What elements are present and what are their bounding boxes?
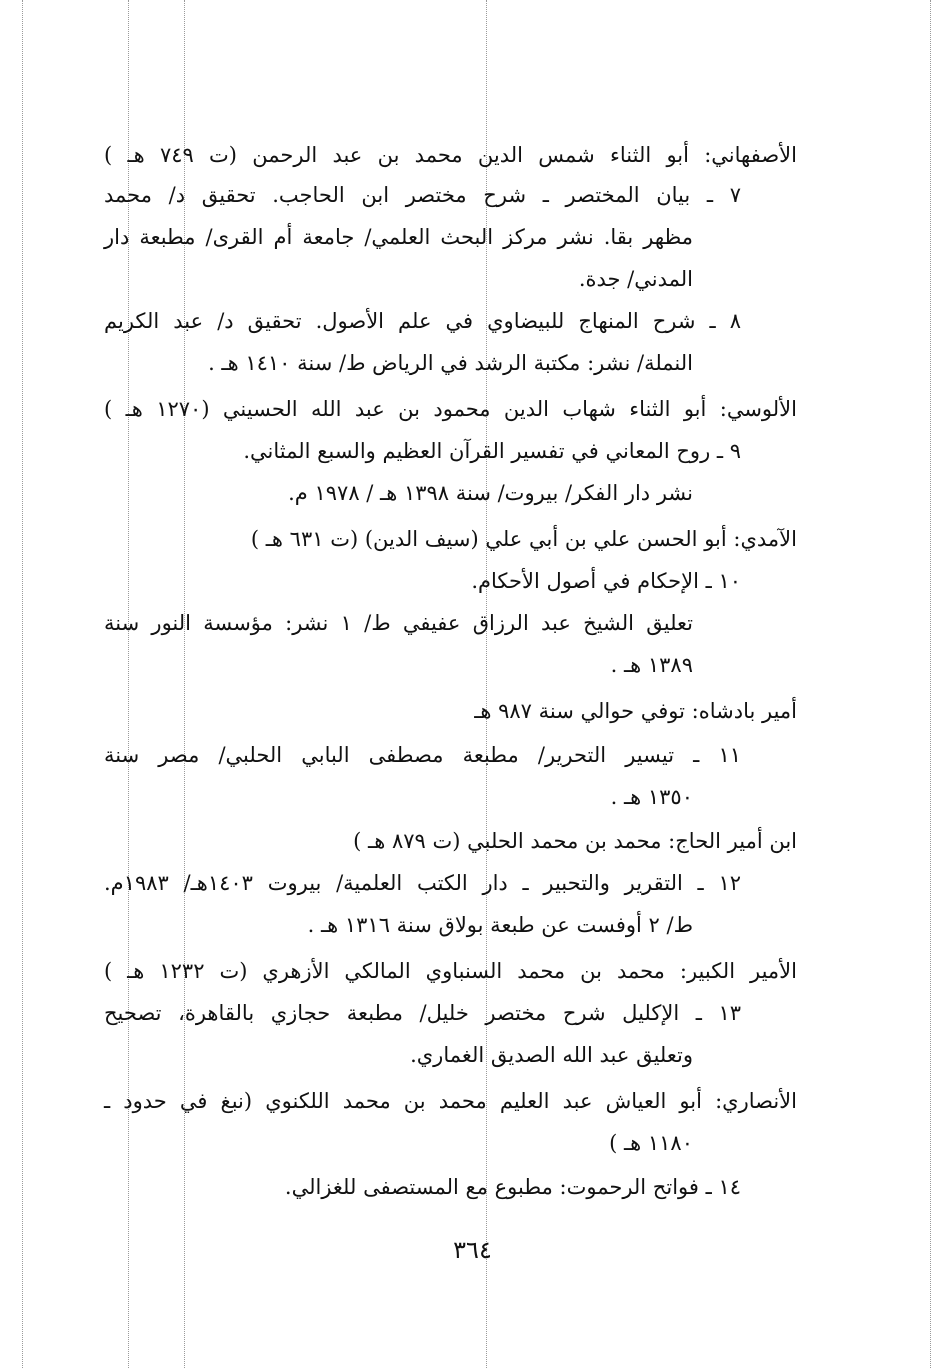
entry-10: ١٠ ـ الإحكام في أصول الأحكام. <box>471 569 741 593</box>
entry-9: ٩ ـ روح المعاني في تفسير القرآن العظيم والسبع المثاني. <box>243 439 741 463</box>
entry-7: ٧ ـ بيان المختصر ـ شرح مختصر ابن الحاجب. تحقيق د/ محمد <box>104 183 741 207</box>
author-amir-kabir: الأمير الكبير: محمد بن محمد السنباوي المالكي الأزهري (ت ١٢٣٢ هـ ) <box>104 959 797 983</box>
author-ibn-amir-al-hajj: ابن أمير الحاج: محمد بن محمد الحلبي (ت ٨٧٩ هـ ) <box>353 829 797 853</box>
entry-8: ٨ ـ شرح المنهاج للبيضاوي في علم الأصول. تحقيق د/ عبد الكريم <box>104 309 741 333</box>
entry-11-line-2: ١٣٥٠ هـ . <box>610 785 693 809</box>
entry-11: ١١ ـ تيسير التحرير/ مطبعة مصطفى البابي الحلبي/ مصر سنة <box>104 743 741 767</box>
entry-8-line-2: النملة/ نشر: مكتبة الرشد في الرياض ط/ سنة ١٤١٠ هـ . <box>208 351 693 375</box>
entry-10-line-2: تعليق الشيخ عبد الرزاق عفيفي ط/ ١ نشر: مؤسسة النور سنة <box>104 611 693 635</box>
entry-12: ١٢ ـ التقرير والتحبير ـ دار الكتب العلمية/ بيروت ١٤٠٣هـ/ ١٩٨٣م. <box>104 871 741 895</box>
author-isfahani: الأصفهاني: أبو الثناء شمس الدين محمد بن عبد الرحمن (ت ٧٤٩ هـ ) <box>104 143 797 167</box>
entry-7-line-2: مظهر بقا. نشر مركز البحث العلمي/ جامعة أم القرى/ مطبعة دار <box>104 225 693 249</box>
entry-13: ١٣ ـ الإكليل شرح مختصر خليل/ مطبعة حجازي بالقاهرة، تصحيح <box>104 1001 741 1025</box>
entry-12-line-2: ط/ ٢ أوفست عن طبعة بولاق سنة ١٣١٦ هـ . <box>307 913 693 937</box>
author-alusi: الألوسي: أبو الثناء شهاب الدين محمود بن عبد الله الحسيني (١٢٧٠ هـ ) <box>104 397 797 421</box>
fold-mark <box>22 0 23 1368</box>
entry-10-line-3: ١٣٨٩ هـ . <box>610 653 693 677</box>
entry-13-line-2: وتعليق عبد الله الصديق الغماري. <box>410 1043 693 1067</box>
page-number: ٣٦٤ <box>453 1236 492 1264</box>
author-amidi: الآمدي: أبو الحسن علي بن أبي علي (سيف الدين) (ت ٦٣١ هـ ) <box>250 527 797 551</box>
entry-7-line-3: المدني/ جدة. <box>578 267 693 291</box>
entry-9-line-2: نشر دار الفكر/ بيروت/ سنة ١٣٩٨ هـ / ١٩٧٨ م. <box>288 481 693 505</box>
entry-14: ١٤ ـ فواتح الرحموت: مطبوع مع المستصفى للغزالي. <box>284 1175 741 1199</box>
author-ansari: الأنصاري: أبو العياش عبد العليم محمد بن محمد اللكنوي (نبغ في حدود ـ <box>104 1089 797 1113</box>
author-ansari-line-2: ١١٨٠ هـ ) <box>609 1131 693 1155</box>
author-amir-badshah: أمير بادشاه: توفي حوالي سنة ٩٨٧ هـ <box>474 699 797 723</box>
fold-mark <box>930 0 931 1368</box>
